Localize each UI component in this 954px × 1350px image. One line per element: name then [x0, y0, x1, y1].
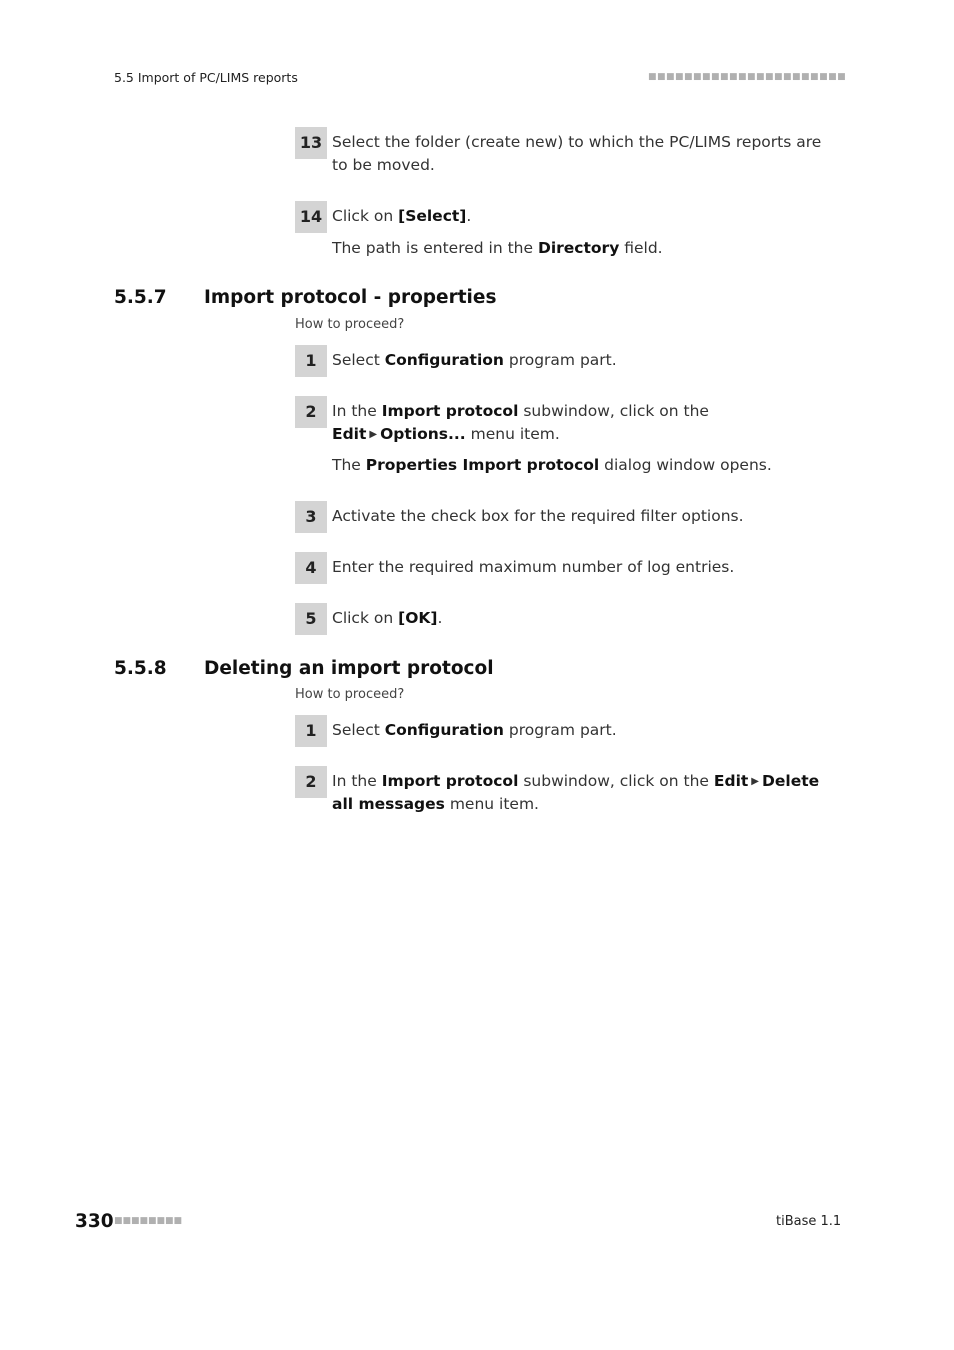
step-number: 2 — [295, 396, 327, 428]
header-ornament: ■■■■■■■■■■■■■■■■■■■■■■ — [648, 72, 847, 82]
step-text: Select Configuration program part. — [332, 351, 617, 369]
how-to-proceed: How to proceed? — [295, 687, 405, 702]
step-result: The path is entered in the Directory field. — [332, 239, 663, 257]
step-number: 14 — [295, 201, 327, 233]
step-text: In the Import protocol subwindow, click on the Edit ▶ Options... menu item. — [332, 402, 709, 443]
menu-arrow-icon: ▶ — [751, 776, 759, 787]
step-text: Activate the check box for the required filter options. — [332, 507, 744, 525]
step-number: 2 — [295, 766, 327, 798]
step-text: In the Import protocol subwindow, click on the Edit ▶ Delete all messages menu item. — [332, 772, 820, 813]
step-text: Click on [OK]. — [332, 609, 443, 627]
section-number: 5.5.8 — [114, 658, 167, 679]
menu-arrow-icon: ▶ — [369, 429, 378, 440]
section-title: Import protocol - properties — [204, 287, 497, 308]
step-text: Select the folder (create new) to which the PC/LIMS reports are to be moved. — [332, 133, 822, 174]
step-result: The Properties Import protocol dialog window opens. — [332, 456, 772, 474]
step-number: 1 — [295, 345, 327, 377]
product-name: tiBase 1.1 — [776, 1214, 842, 1229]
step-text: Select Configuration program part. — [332, 721, 617, 739]
step-number: 3 — [295, 501, 327, 533]
section-title: Deleting an import protocol — [204, 658, 494, 679]
step-number: 13 — [295, 127, 327, 159]
step-number: 1 — [295, 715, 327, 747]
step-text: Enter the required maximum number of log entries. — [332, 558, 735, 576]
step-number: 5 — [295, 603, 327, 635]
step-text: Click on [Select]. — [332, 207, 472, 225]
page-number: 330 — [75, 1211, 114, 1232]
footer-ornament: ■■■■■■■■ — [114, 1216, 183, 1226]
how-to-proceed: How to proceed? — [295, 317, 405, 332]
running-header-section: 5.5 Import of PC/LIMS reports — [114, 70, 298, 85]
step-number: 4 — [295, 552, 327, 584]
section-number: 5.5.7 — [114, 287, 167, 308]
